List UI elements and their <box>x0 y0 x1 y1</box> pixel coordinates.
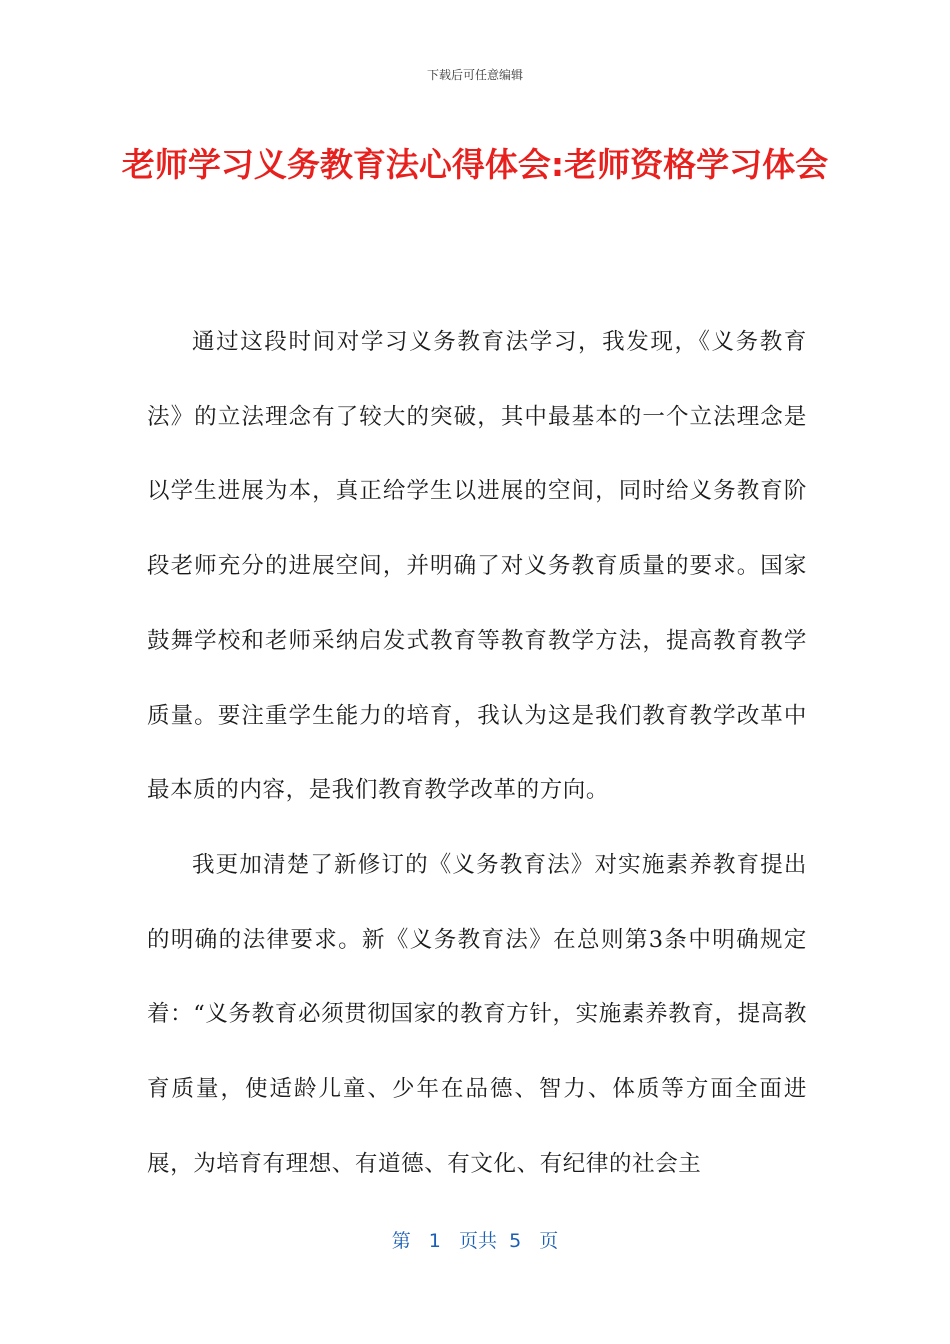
page-number-footer: 第 1 页共 5 页 <box>391 1230 559 1252</box>
document-body <box>147 305 807 1201</box>
paragraph: 我更加清楚了新修订的《义务教育法》对实施素养教育提出的明确的法律要求。新《义务教育法》在总则第3条中明确规定着：“义务教育必须贯彻国家的教育方针，实施素养教育，提高教育质量，使适龄儿童、少年在品德、智力、体质等方面全面进展，为培育有理想、有道德、有文化、有纪律的社会主 <box>147 851 807 1177</box>
document-title: 老师学习义务教育法心得体会:老师资格学习体会 <box>121 145 829 184</box>
paragraph: 通过这段时间对学习义务教育法学习，我发现，《义务教育法》的立法理念有了较大的突破，其中最基本的一个立法理念是以学生进展为本，真正给学生以进展的空间，同时给义务教育阶段老师充分的进展空间，并明确了对义务教育质量的要求。国家鼓舞学校和老师采纳启发式教育等教育教学方法，提高教育教学质量。要注重学生能力的培育，我认为这是我们教育教学改革中最本质的内容，是我们教育教学改革的方向。 <box>147 329 807 804</box>
header-note: 下载后可任意编辑 <box>426 68 523 82</box>
